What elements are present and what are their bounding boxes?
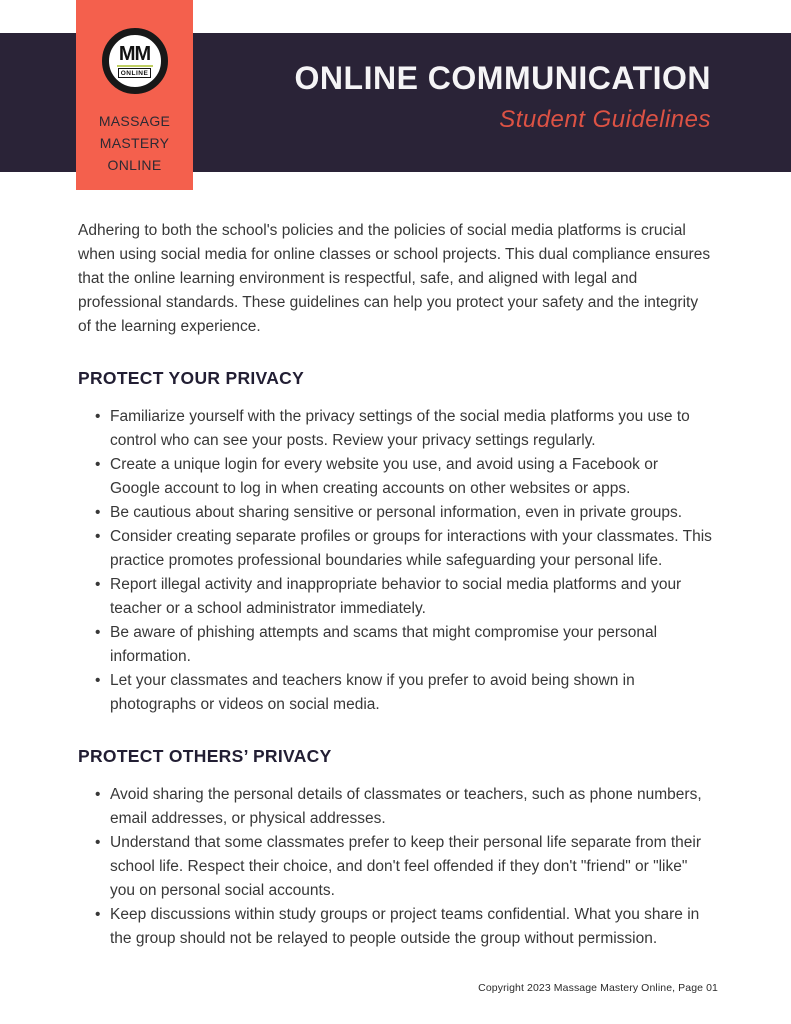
bullet-item: • Familiarize yourself with the privacy settings of the social media platforms you use to control who can see your posts. Review your privacy settings regularly. [110, 405, 712, 453]
brand-name [99, 110, 170, 176]
bullet-item: • Create a unique login for every website you use, and avoid using a Facebook or Google account to log in when creating accounts on other websites or apps. [110, 453, 712, 501]
bullet-item: • Keep discussions within study groups or project teams confidential. What you share in the group should not be relayed to people outside the group without permission. [110, 903, 712, 951]
bullet-item: • Consider creating separate profiles or groups for interactions with your classmates. This practice promotes professional boundaries while safeguarding your personal life. [110, 525, 712, 573]
document-body [78, 219, 712, 978]
brand-line-massage: MASSAGE [98, 113, 171, 129]
bullet-item: • Understand that some classmates prefer to keep their personal life separate from their school life. Respect their choice, and don't feel offended if they don't "friend" or "like" you on personal social accounts. [110, 831, 712, 903]
section-heading-protect-others-privacy: PROTECT OTHERS’ PRIVACY [78, 746, 332, 766]
page-title: ONLINE COMMUNICATION [294, 60, 711, 96]
bullet-item: • Report illegal activity and inappropriate behavior to social media platforms and your teacher or a school administrator immediately. [110, 573, 712, 621]
logo-underline [117, 65, 153, 67]
header-text-block [295, 60, 711, 134]
brand-line-online: ONLINE [107, 157, 162, 173]
brand-logo-box [76, 0, 193, 190]
page-subtitle: Student Guidelines [499, 106, 711, 133]
bullet-list-protect-your-privacy [78, 405, 712, 717]
logo-online-text: ONLINE [118, 68, 152, 78]
bullet-item: • Let your classmates and teachers know if you prefer to avoid being shown in photographs or videos on social media. [110, 669, 712, 717]
intro-paragraph: Adhering to both the school's policies and the policies of social media platforms is crucial when using social media for online classes or school projects. This dual compliance ensures that the online learning environment is respectful, safe, and aligned with legal and professional standards. These guidelines can help you protect your safety and the integrity of the learning experience. [78, 222, 711, 335]
bullet-item: • Avoid sharing the personal details of classmates or teachers, such as phone numbers, email addresses, or physical addresses. [110, 783, 712, 831]
logo-mm-text: MM [118, 43, 151, 65]
brand-line-mastery: MASTERY [99, 135, 170, 151]
bullet-item: • Be cautious about sharing sensitive or personal information, even in private groups. [110, 501, 712, 525]
bullet-item: • Be aware of phishing attempts and scams that might compromise your personal information. [110, 621, 712, 669]
mm-logo-icon [102, 28, 168, 94]
copyright-footer: Copyright 2023 Massage Mastery Online, Page 01 [478, 982, 718, 994]
bullet-list-protect-others-privacy [78, 783, 712, 951]
section-heading-protect-your-privacy: PROTECT YOUR PRIVACY [78, 368, 305, 388]
